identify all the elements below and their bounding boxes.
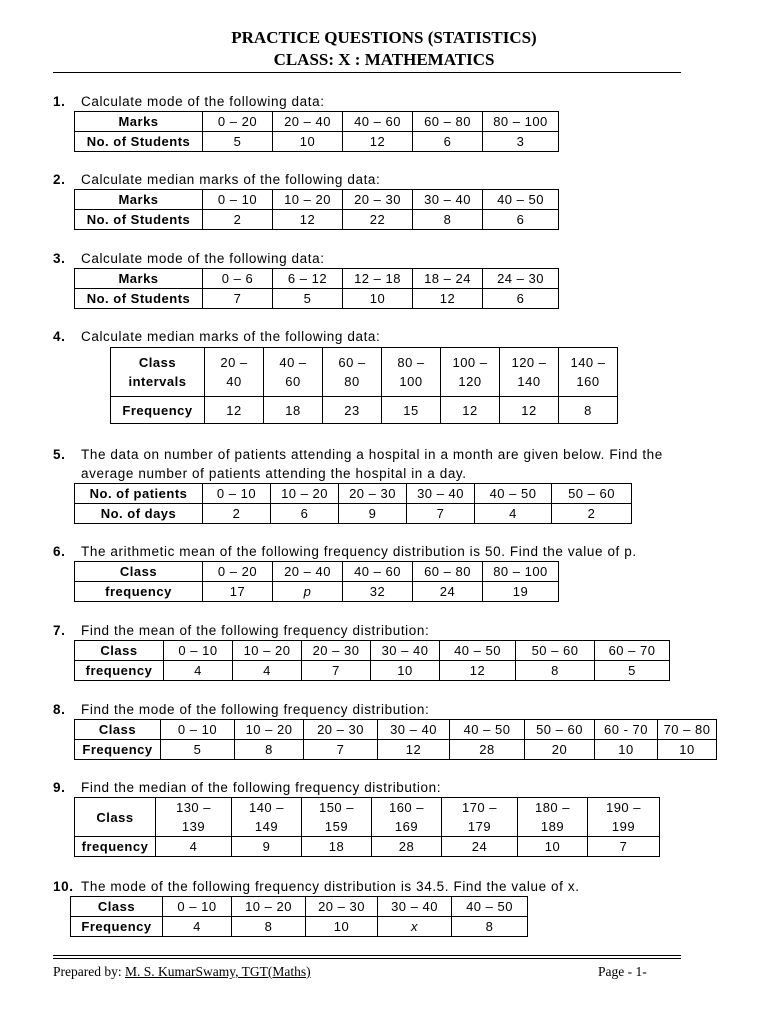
row-label: Class [71, 897, 163, 917]
value-cell: 7 [407, 504, 475, 524]
value-cell: 20 [525, 740, 595, 760]
question-number: 1. [53, 94, 66, 109]
header-row [75, 641, 670, 661]
value-cell: 2 [203, 504, 271, 524]
value-cell: 12 [378, 740, 450, 760]
class-interval-cell: 80 – 100 [382, 348, 441, 397]
class-interval-cell: 20 – 40 [273, 562, 343, 582]
value-cell: 18 [264, 397, 323, 424]
question-7 [53, 621, 429, 640]
value-cell: 12 [413, 289, 483, 309]
data-table-q8 [74, 719, 717, 760]
row-label: No. of Students [75, 132, 203, 152]
header-row [75, 484, 632, 504]
value-cell: 10 [306, 917, 378, 937]
class-interval-cell: 40 – 50 [440, 641, 516, 661]
class-interval-cell: 30 – 40 [371, 641, 440, 661]
header-row [111, 348, 618, 397]
value-cell: 4 [475, 504, 552, 524]
value-cell: 23 [323, 397, 382, 424]
value-cell: 5 [161, 740, 235, 760]
row-label: Marks [75, 269, 203, 289]
value-cell: 9 [339, 504, 407, 524]
value-row [75, 289, 559, 309]
class-interval-cell: 0 – 10 [161, 720, 235, 740]
class-interval-cell: 20 – 40 [273, 112, 343, 132]
class-interval-cell: 20 – 40 [205, 348, 264, 397]
question-10 [53, 877, 580, 896]
class-interval-cell: 40 – 60 [343, 562, 413, 582]
data-table-q10 [70, 896, 528, 937]
class-interval-cell: 30 – 40 [378, 897, 452, 917]
class-interval-cell: 60 – 80 [413, 112, 483, 132]
class-interval-cell: 10 – 20 [235, 720, 304, 740]
value-cell: 28 [450, 740, 525, 760]
value-cell: 8 [413, 210, 483, 230]
header-row [75, 269, 559, 289]
class-interval-cell: 30 – 40 [413, 190, 483, 210]
question-text: The data on number of patients attending a hospital in a month are given below. Find the [81, 447, 663, 462]
value-cell: 7 [304, 740, 378, 760]
value-cell: 8 [559, 397, 618, 424]
value-row [75, 837, 660, 857]
class-interval-cell: 70 – 80 [658, 720, 717, 740]
value-row [75, 504, 632, 524]
class-interval-cell: 80 – 100 [483, 112, 559, 132]
value-row [75, 582, 559, 602]
row-label: Class [75, 720, 161, 740]
value-cell: 6 [483, 210, 559, 230]
value-cell: 19 [483, 582, 559, 602]
value-cell: 12 [500, 397, 559, 424]
class-interval-cell: 40 – 60 [343, 112, 413, 132]
class-interval-cell: 0 – 6 [203, 269, 273, 289]
row-label: Class intervals [111, 348, 205, 397]
header-row [71, 897, 528, 917]
value-cell: 5 [203, 132, 273, 152]
value-cell: 2 [552, 504, 632, 524]
class-interval-cell: 0 – 20 [203, 112, 273, 132]
value-cell: 17 [203, 582, 273, 602]
question-number: 2. [53, 172, 66, 187]
class-interval-cell: 20 – 30 [304, 720, 378, 740]
value-cell: 12 [205, 397, 264, 424]
value-cell: 3 [483, 132, 559, 152]
class-interval-cell: 40 – 50 [450, 720, 525, 740]
value-cell: 7 [302, 661, 371, 681]
question-number: 8. [53, 702, 66, 717]
row-label: Class [75, 562, 203, 582]
class-interval-cell: 20 – 30 [339, 484, 407, 504]
question-text: Calculate mode of the following data: [81, 94, 325, 109]
value-cell: 6 [271, 504, 339, 524]
row-label: Frequency [71, 917, 163, 937]
class-interval-cell: 12 – 18 [343, 269, 413, 289]
class-interval-cell: 40 – 50 [475, 484, 552, 504]
class-interval-cell: 40 – 60 [264, 348, 323, 397]
question-text: The arithmetic mean of the following frequency distribution is 50. Find the value of p. [81, 544, 637, 559]
value-cell: 4 [164, 661, 233, 681]
value-cell: 8 [452, 917, 528, 937]
class-interval-cell: 140 – 160 [559, 348, 618, 397]
question-number: 10. [53, 879, 74, 894]
class-interval-cell: 160 – 169 [372, 798, 442, 837]
question-4 [53, 327, 380, 346]
footer-rule-bottom [53, 958, 681, 959]
class-interval-cell: 20 – 30 [343, 190, 413, 210]
class-interval-cell: 24 – 30 [483, 269, 559, 289]
data-table-q3 [74, 268, 559, 309]
document-title: PRACTICE QUESTIONS (STATISTICS) [231, 28, 537, 47]
value-cell: 24 [442, 837, 518, 857]
value-cell: 5 [273, 289, 343, 309]
row-label: Marks [75, 112, 203, 132]
document-subtitle: CLASS: X : MATHEMATICS [273, 50, 495, 69]
class-interval-cell: 0 – 10 [163, 897, 232, 917]
class-interval-cell: 10 – 20 [273, 190, 343, 210]
value-cell: 6 [483, 289, 559, 309]
value-cell: 15 [382, 397, 441, 424]
question-9 [53, 778, 441, 797]
class-interval-cell: 130 – 139 [156, 798, 232, 837]
value-cell: 4 [163, 917, 232, 937]
value-cell: 8 [232, 917, 306, 937]
class-interval-cell: 20 – 30 [302, 641, 371, 661]
value-cell: 2 [203, 210, 273, 230]
question-2 [53, 170, 380, 189]
footer-rule-top [53, 955, 681, 956]
prepared-label: Prepared by: [53, 964, 122, 979]
question-5-continued: average number of patients attending the hospital in a day. [81, 466, 467, 481]
value-cell: 18 [302, 837, 372, 857]
value-cell: 12 [343, 132, 413, 152]
data-table-q2 [74, 189, 559, 230]
class-interval-cell: 18 – 24 [413, 269, 483, 289]
question-5 [53, 445, 663, 464]
class-interval-cell: 30 – 40 [378, 720, 450, 740]
data-table-q1 [74, 111, 559, 152]
class-interval-cell: 60 - 70 [595, 720, 658, 740]
value-cell: 28 [372, 837, 442, 857]
class-interval-cell: 50 – 60 [516, 641, 595, 661]
header-row [75, 112, 559, 132]
value-cell: 24 [413, 582, 483, 602]
class-interval-cell: 20 – 30 [306, 897, 378, 917]
value-cell: 32 [343, 582, 413, 602]
class-interval-cell: 0 – 20 [203, 562, 273, 582]
row-label: No. of days [75, 504, 203, 524]
value-cell: 10 [658, 740, 717, 760]
page-number: Page - 1- [598, 964, 647, 979]
row-label: No. of Students [75, 289, 203, 309]
value-cell: 10 [595, 740, 658, 760]
value-cell: 12 [441, 397, 500, 424]
class-interval-cell: 100 – 120 [441, 348, 500, 397]
value-row [75, 132, 559, 152]
class-interval-cell: 50 – 60 [525, 720, 595, 740]
value-cell: 10 [343, 289, 413, 309]
value-cell: 8 [516, 661, 595, 681]
header-row [75, 720, 717, 740]
data-table-q6 [74, 561, 559, 602]
row-label: frequency [75, 582, 203, 602]
question-number: 7. [53, 623, 66, 638]
value-cell: 4 [156, 837, 232, 857]
value-cell: 10 [518, 837, 588, 857]
value-cell: 4 [233, 661, 302, 681]
data-table-q5 [74, 483, 632, 524]
question-1 [53, 92, 325, 111]
question-text: Calculate median marks of the following data: [81, 329, 381, 344]
class-interval-cell: 120 – 140 [500, 348, 559, 397]
class-interval-cell: 0 – 10 [164, 641, 233, 661]
data-table-q4 [110, 347, 618, 424]
value-cell: 10 [371, 661, 440, 681]
class-interval-cell: 6 – 12 [273, 269, 343, 289]
row-label: No. of Students [75, 210, 203, 230]
class-interval-cell: 10 – 20 [271, 484, 339, 504]
value-cell: 22 [343, 210, 413, 230]
question-number: 5. [53, 447, 66, 462]
header-row [75, 562, 559, 582]
question-text: Find the mean of the following frequency distribution: [81, 623, 430, 638]
class-interval-cell: 10 – 20 [233, 641, 302, 661]
row-label: Frequency [75, 740, 161, 760]
class-interval-cell: 60 – 70 [595, 641, 670, 661]
row-label: No. of patients [75, 484, 203, 504]
class-interval-cell: 60 – 80 [323, 348, 382, 397]
row-label: Frequency [111, 397, 205, 424]
footer-credit [53, 964, 311, 980]
question-8 [53, 700, 429, 719]
question-text: Calculate mode of the following data: [81, 251, 325, 266]
value-cell: 7 [203, 289, 273, 309]
value-cell: p [273, 582, 343, 602]
row-label: Marks [75, 190, 203, 210]
question-3 [53, 249, 325, 268]
class-interval-cell: 10 – 20 [232, 897, 306, 917]
header-rule [53, 72, 681, 73]
class-interval-cell: 150 – 159 [302, 798, 372, 837]
value-cell: x [378, 917, 452, 937]
value-cell: 5 [595, 661, 670, 681]
value-row [111, 397, 618, 424]
class-interval-cell: 40 – 50 [452, 897, 528, 917]
value-cell: 12 [440, 661, 516, 681]
class-interval-cell: 80 – 100 [483, 562, 559, 582]
value-row [75, 740, 717, 760]
class-interval-cell: 60 – 80 [413, 562, 483, 582]
row-label: frequency [75, 661, 164, 681]
class-interval-cell: 190 – 199 [588, 798, 660, 837]
question-number: 4. [53, 329, 66, 344]
header-row [75, 190, 559, 210]
question-number: 3. [53, 251, 66, 266]
author-name: M. S. KumarSwamy, TGT(Maths) [124, 964, 311, 979]
class-interval-cell: 0 – 10 [203, 190, 273, 210]
data-table-q7 [74, 640, 670, 681]
question-text: Find the median of the following frequency distribution: [81, 780, 442, 795]
question-text: Find the mode of the following frequency distribution: [81, 702, 430, 717]
row-label: frequency [75, 837, 156, 857]
row-label: Class [75, 798, 156, 837]
question-number: 9. [53, 780, 66, 795]
question-6 [53, 542, 637, 561]
question-number: 6. [53, 544, 66, 559]
value-row [75, 661, 670, 681]
class-interval-cell: 30 – 40 [407, 484, 475, 504]
class-interval-cell: 50 – 60 [552, 484, 632, 504]
class-interval-cell: 140 – 149 [232, 798, 302, 837]
value-cell: 9 [232, 837, 302, 857]
question-text: The mode of the following frequency distribution is 34.5. Find the value of x. [81, 879, 580, 894]
class-interval-cell: 0 – 10 [203, 484, 271, 504]
value-cell: 6 [413, 132, 483, 152]
value-row [71, 917, 528, 937]
class-interval-cell: 170 – 179 [442, 798, 518, 837]
class-interval-cell: 180 – 189 [518, 798, 588, 837]
row-label: Class [75, 641, 164, 661]
value-row [75, 210, 559, 230]
class-interval-cell: 40 – 50 [483, 190, 559, 210]
header-row [75, 798, 660, 837]
question-text: Calculate median marks of the following data: [81, 172, 381, 187]
value-cell: 10 [273, 132, 343, 152]
value-cell: 8 [235, 740, 304, 760]
value-cell: 7 [588, 837, 660, 857]
value-cell: 12 [273, 210, 343, 230]
data-table-q9 [74, 797, 660, 857]
